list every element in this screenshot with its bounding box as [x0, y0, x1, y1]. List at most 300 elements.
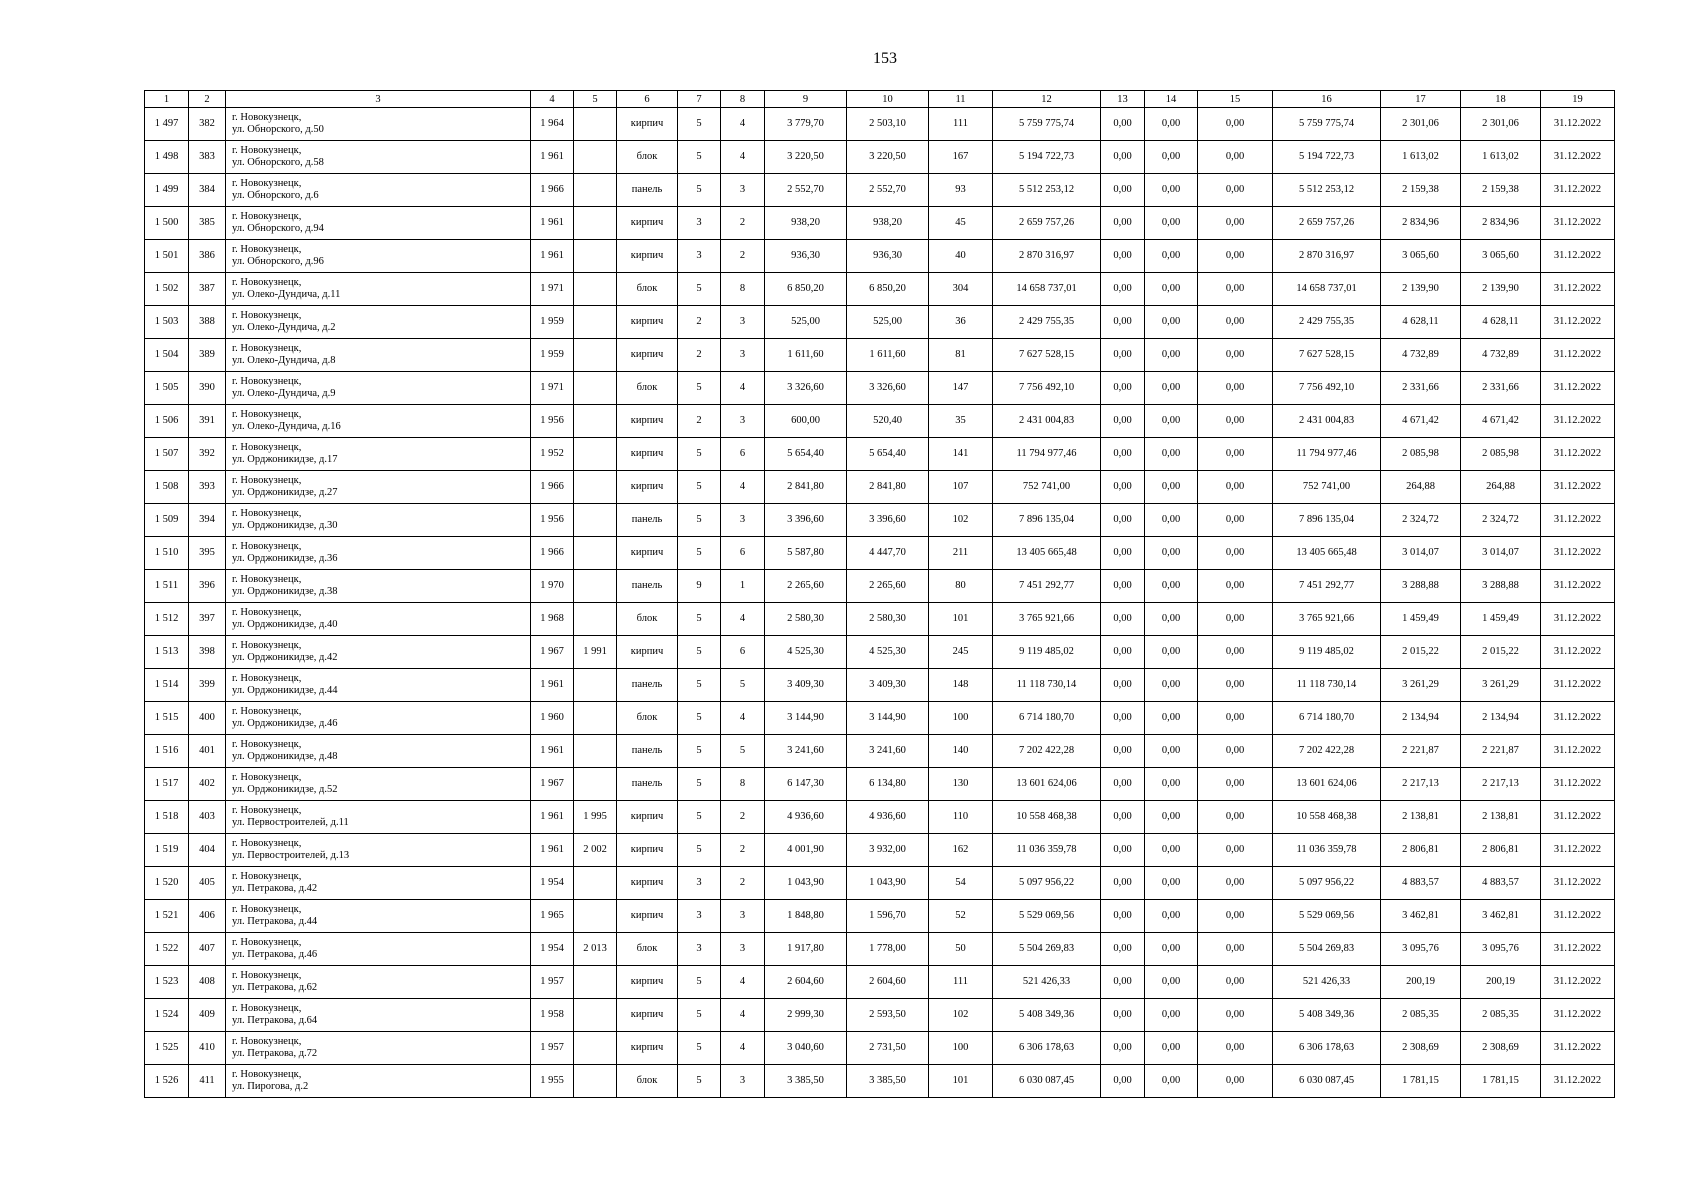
table-row [145, 471, 1615, 504]
table-body [145, 108, 1615, 1098]
cell-c6: кирпич [617, 405, 678, 438]
address-cell [226, 471, 531, 504]
cell-c8: 3 [721, 504, 765, 537]
cell-c14: 0,00 [1145, 933, 1198, 966]
address-cell [226, 603, 531, 636]
cell-c9: 3 241,60 [765, 735, 847, 768]
cell-c4: 1 968 [531, 603, 574, 636]
cell-c6: кирпич [617, 900, 678, 933]
cell-c10: 2 580,30 [847, 603, 929, 636]
cell-c18: 2 324,72 [1461, 504, 1541, 537]
cell-c7: 9 [678, 570, 721, 603]
cell-c4: 1 957 [531, 966, 574, 999]
cell-c4: 1 959 [531, 339, 574, 372]
cell-c10: 3 932,00 [847, 834, 929, 867]
cell-c10: 936,30 [847, 240, 929, 273]
cell-c18: 4 732,89 [1461, 339, 1541, 372]
cell-c16: 521 426,33 [1273, 966, 1381, 999]
cell-c4: 1 961 [531, 207, 574, 240]
cell-c19: 31.12.2022 [1541, 867, 1615, 900]
cell-c17: 3 065,60 [1381, 240, 1461, 273]
cell-c12: 6 030 087,45 [993, 1065, 1101, 1098]
cell-c5 [574, 735, 617, 768]
cell-c13: 0,00 [1101, 867, 1145, 900]
cell-c1: 1 515 [145, 702, 189, 735]
cell-c11: 45 [929, 207, 993, 240]
cell-c11: 141 [929, 438, 993, 471]
cell-c14: 0,00 [1145, 537, 1198, 570]
column-header-3: 3 [226, 91, 531, 108]
address-city: г. Новокузнецк, [232, 1036, 302, 1047]
cell-c7: 3 [678, 867, 721, 900]
address-city: г. Новокузнецк, [232, 871, 302, 882]
address-street: ул. Орджоникидзе, д.52 [232, 784, 338, 795]
cell-c1: 1 514 [145, 669, 189, 702]
cell-c17: 2 331,66 [1381, 372, 1461, 405]
cell-c16: 7 627 528,15 [1273, 339, 1381, 372]
cell-c4: 1 966 [531, 537, 574, 570]
cell-c11: 52 [929, 900, 993, 933]
cell-c1: 1 501 [145, 240, 189, 273]
cell-c2: 402 [189, 768, 226, 801]
address-street: ул. Орджоникидзе, д.36 [232, 553, 338, 564]
cell-c5 [574, 372, 617, 405]
cell-c18: 3 261,29 [1461, 669, 1541, 702]
cell-c13: 0,00 [1101, 273, 1145, 306]
cell-c16: 2 429 755,35 [1273, 306, 1381, 339]
cell-c17: 4 732,89 [1381, 339, 1461, 372]
cell-c2: 391 [189, 405, 226, 438]
cell-c16: 6 714 180,70 [1273, 702, 1381, 735]
cell-c13: 0,00 [1101, 405, 1145, 438]
cell-c17: 2 301,06 [1381, 108, 1461, 141]
cell-c9: 2 604,60 [765, 966, 847, 999]
cell-c6: блок [617, 273, 678, 306]
cell-c14: 0,00 [1145, 372, 1198, 405]
cell-c5 [574, 966, 617, 999]
cell-c4: 1 964 [531, 108, 574, 141]
cell-c8: 4 [721, 702, 765, 735]
cell-c1: 1 522 [145, 933, 189, 966]
column-header-13: 13 [1101, 91, 1145, 108]
cell-c9: 1 611,60 [765, 339, 847, 372]
cell-c17: 2 308,69 [1381, 1032, 1461, 1065]
cell-c10: 3 396,60 [847, 504, 929, 537]
cell-c5 [574, 900, 617, 933]
cell-c9: 938,20 [765, 207, 847, 240]
cell-c7: 5 [678, 438, 721, 471]
cell-c7: 5 [678, 735, 721, 768]
cell-c12: 6 714 180,70 [993, 702, 1101, 735]
cell-c8: 3 [721, 405, 765, 438]
cell-c19: 31.12.2022 [1541, 273, 1615, 306]
cell-c8: 4 [721, 999, 765, 1032]
cell-c12: 2 870 316,97 [993, 240, 1101, 273]
cell-c5 [574, 207, 617, 240]
cell-c9: 2 841,80 [765, 471, 847, 504]
cell-c13: 0,00 [1101, 372, 1145, 405]
cell-c6: кирпич [617, 834, 678, 867]
cell-c1: 1 516 [145, 735, 189, 768]
address-cell [226, 504, 531, 537]
cell-c1: 1 499 [145, 174, 189, 207]
cell-c6: кирпич [617, 999, 678, 1032]
address-city: г. Новокузнецк, [232, 541, 302, 552]
cell-c1: 1 517 [145, 768, 189, 801]
cell-c17: 2 015,22 [1381, 636, 1461, 669]
cell-c17: 2 834,96 [1381, 207, 1461, 240]
cell-c8: 5 [721, 735, 765, 768]
cell-c5 [574, 1065, 617, 1098]
cell-c19: 31.12.2022 [1541, 1032, 1615, 1065]
cell-c8: 3 [721, 306, 765, 339]
cell-c15: 0,00 [1198, 504, 1273, 537]
address-street: ул. Первостроителей, д.13 [232, 850, 350, 861]
cell-c7: 3 [678, 933, 721, 966]
cell-c10: 3 409,30 [847, 669, 929, 702]
address-city: г. Новокузнецк, [232, 475, 302, 486]
address-street: ул. Обнорского, д.96 [232, 256, 324, 267]
table-row [145, 834, 1615, 867]
address-street: ул. Обнорского, д.58 [232, 157, 324, 168]
cell-c16: 2 659 757,26 [1273, 207, 1381, 240]
column-header-7: 7 [678, 91, 721, 108]
cell-c8: 4 [721, 372, 765, 405]
cell-c17: 200,19 [1381, 966, 1461, 999]
address-city: г. Новокузнецк, [232, 244, 302, 255]
cell-c13: 0,00 [1101, 933, 1145, 966]
cell-c7: 5 [678, 603, 721, 636]
cell-c14: 0,00 [1145, 471, 1198, 504]
cell-c5: 1 991 [574, 636, 617, 669]
cell-c19: 31.12.2022 [1541, 438, 1615, 471]
address-cell [226, 570, 531, 603]
cell-c8: 5 [721, 669, 765, 702]
cell-c16: 7 756 492,10 [1273, 372, 1381, 405]
cell-c6: кирпич [617, 636, 678, 669]
address-cell [226, 240, 531, 273]
cell-c1: 1 502 [145, 273, 189, 306]
address-cell [226, 306, 531, 339]
cell-c16: 5 529 069,56 [1273, 900, 1381, 933]
cell-c10: 4 936,60 [847, 801, 929, 834]
cell-c16: 13 405 665,48 [1273, 537, 1381, 570]
cell-c15: 0,00 [1198, 405, 1273, 438]
address-city: г. Новокузнецк, [232, 178, 302, 189]
cell-c2: 408 [189, 966, 226, 999]
address-city: г. Новокузнецк, [232, 508, 302, 519]
cell-c18: 3 095,76 [1461, 933, 1541, 966]
cell-c15: 0,00 [1198, 141, 1273, 174]
cell-c15: 0,00 [1198, 900, 1273, 933]
cell-c9: 2 999,30 [765, 999, 847, 1032]
cell-c14: 0,00 [1145, 867, 1198, 900]
cell-c12: 2 431 004,83 [993, 405, 1101, 438]
cell-c16: 5 759 775,74 [1273, 108, 1381, 141]
address-city: г. Новокузнецк, [232, 937, 302, 948]
cell-c7: 3 [678, 207, 721, 240]
address-cell [226, 801, 531, 834]
cell-c2: 388 [189, 306, 226, 339]
column-header-5: 5 [574, 91, 617, 108]
cell-c14: 0,00 [1145, 108, 1198, 141]
cell-c9: 525,00 [765, 306, 847, 339]
cell-c12: 7 202 422,28 [993, 735, 1101, 768]
cell-c6: кирпич [617, 438, 678, 471]
cell-c1: 1 505 [145, 372, 189, 405]
cell-c7: 5 [678, 1032, 721, 1065]
cell-c13: 0,00 [1101, 537, 1145, 570]
table-row [145, 141, 1615, 174]
cell-c17: 2 324,72 [1381, 504, 1461, 537]
cell-c15: 0,00 [1198, 108, 1273, 141]
cell-c2: 392 [189, 438, 226, 471]
address-street: ул. Олеко-Дундича, д.2 [232, 322, 336, 333]
cell-c19: 31.12.2022 [1541, 108, 1615, 141]
cell-c15: 0,00 [1198, 306, 1273, 339]
cell-c10: 4 447,70 [847, 537, 929, 570]
cell-c2: 389 [189, 339, 226, 372]
cell-c8: 3 [721, 174, 765, 207]
address-street: ул. Петракова, д.46 [232, 949, 318, 960]
address-cell [226, 669, 531, 702]
cell-c10: 3 220,50 [847, 141, 929, 174]
cell-c11: 100 [929, 702, 993, 735]
cell-c16: 3 765 921,66 [1273, 603, 1381, 636]
cell-c17: 2 134,94 [1381, 702, 1461, 735]
column-header-17: 17 [1381, 91, 1461, 108]
cell-c7: 2 [678, 339, 721, 372]
cell-c16: 7 202 422,28 [1273, 735, 1381, 768]
cell-c6: панель [617, 669, 678, 702]
table-row [145, 702, 1615, 735]
cell-c11: 162 [929, 834, 993, 867]
table-row [145, 933, 1615, 966]
cell-c9: 1 043,90 [765, 867, 847, 900]
column-header-11: 11 [929, 91, 993, 108]
cell-c17: 3 095,76 [1381, 933, 1461, 966]
cell-c9: 1 848,80 [765, 900, 847, 933]
cell-c12: 11 794 977,46 [993, 438, 1101, 471]
cell-c10: 520,40 [847, 405, 929, 438]
cell-c8: 2 [721, 801, 765, 834]
address-street: ул. Олеко-Дундича, д.9 [232, 388, 336, 399]
cell-c10: 2 593,50 [847, 999, 929, 1032]
cell-c19: 31.12.2022 [1541, 933, 1615, 966]
table-row [145, 1065, 1615, 1098]
cell-c6: блок [617, 702, 678, 735]
address-city: г. Новокузнецк, [232, 376, 302, 387]
cell-c15: 0,00 [1198, 966, 1273, 999]
column-header-4: 4 [531, 91, 574, 108]
cell-c2: 384 [189, 174, 226, 207]
cell-c1: 1 503 [145, 306, 189, 339]
cell-c11: 102 [929, 504, 993, 537]
address-city: г. Новокузнецк, [232, 1003, 302, 1014]
cell-c16: 14 658 737,01 [1273, 273, 1381, 306]
cell-c12: 9 119 485,02 [993, 636, 1101, 669]
table-row [145, 735, 1615, 768]
cell-c7: 5 [678, 174, 721, 207]
cell-c9: 3 220,50 [765, 141, 847, 174]
cell-c7: 5 [678, 636, 721, 669]
cell-c12: 2 429 755,35 [993, 306, 1101, 339]
cell-c9: 2 265,60 [765, 570, 847, 603]
cell-c18: 1 459,49 [1461, 603, 1541, 636]
cell-c16: 11 036 359,78 [1273, 834, 1381, 867]
address-city: г. Новокузнецк, [232, 145, 302, 156]
cell-c2: 386 [189, 240, 226, 273]
cell-c11: 100 [929, 1032, 993, 1065]
cell-c15: 0,00 [1198, 603, 1273, 636]
cell-c7: 5 [678, 372, 721, 405]
column-header-15: 15 [1198, 91, 1273, 108]
cell-c13: 0,00 [1101, 669, 1145, 702]
cell-c11: 54 [929, 867, 993, 900]
cell-c19: 31.12.2022 [1541, 570, 1615, 603]
cell-c7: 5 [678, 471, 721, 504]
cell-c9: 5 587,80 [765, 537, 847, 570]
address-street: ул. Орджоникидзе, д.17 [232, 454, 338, 465]
cell-c5 [574, 405, 617, 438]
address-city: г. Новокузнецк, [232, 310, 302, 321]
cell-c11: 80 [929, 570, 993, 603]
cell-c13: 0,00 [1101, 900, 1145, 933]
address-cell [226, 273, 531, 306]
cell-c19: 31.12.2022 [1541, 636, 1615, 669]
address-street: ул. Орджоникидзе, д.38 [232, 586, 338, 597]
cell-c4: 1 966 [531, 471, 574, 504]
cell-c19: 31.12.2022 [1541, 1065, 1615, 1098]
table-row [145, 372, 1615, 405]
cell-c12: 6 306 178,63 [993, 1032, 1101, 1065]
cell-c8: 4 [721, 141, 765, 174]
cell-c12: 5 097 956,22 [993, 867, 1101, 900]
cell-c18: 3 065,60 [1461, 240, 1541, 273]
table-header-row [145, 91, 1615, 108]
address-cell [226, 768, 531, 801]
cell-c13: 0,00 [1101, 240, 1145, 273]
cell-c16: 11 118 730,14 [1273, 669, 1381, 702]
cell-c5 [574, 504, 617, 537]
cell-c15: 0,00 [1198, 471, 1273, 504]
cell-c2: 401 [189, 735, 226, 768]
column-header-18: 18 [1461, 91, 1541, 108]
cell-c8: 4 [721, 603, 765, 636]
cell-c12: 14 658 737,01 [993, 273, 1101, 306]
address-city: г. Новокузнецк, [232, 805, 302, 816]
address-cell [226, 1032, 531, 1065]
cell-c8: 3 [721, 1065, 765, 1098]
cell-c19: 31.12.2022 [1541, 405, 1615, 438]
cell-c17: 2 085,98 [1381, 438, 1461, 471]
cell-c10: 1 043,90 [847, 867, 929, 900]
cell-c14: 0,00 [1145, 900, 1198, 933]
cell-c1: 1 521 [145, 900, 189, 933]
cell-c9: 3 326,60 [765, 372, 847, 405]
cell-c2: 409 [189, 999, 226, 1032]
cell-c1: 1 519 [145, 834, 189, 867]
cell-c7: 5 [678, 1065, 721, 1098]
address-cell [226, 1065, 531, 1098]
cell-c18: 2 138,81 [1461, 801, 1541, 834]
address-cell [226, 108, 531, 141]
cell-c5 [574, 240, 617, 273]
cell-c2: 383 [189, 141, 226, 174]
cell-c12: 5 529 069,56 [993, 900, 1101, 933]
cell-c13: 0,00 [1101, 1032, 1145, 1065]
cell-c12: 10 558 468,38 [993, 801, 1101, 834]
cell-c11: 245 [929, 636, 993, 669]
cell-c18: 2 085,35 [1461, 999, 1541, 1032]
cell-c12: 7 627 528,15 [993, 339, 1101, 372]
cell-c12: 7 756 492,10 [993, 372, 1101, 405]
cell-c18: 2 331,66 [1461, 372, 1541, 405]
cell-c13: 0,00 [1101, 108, 1145, 141]
cell-c4: 1 961 [531, 834, 574, 867]
cell-c19: 31.12.2022 [1541, 306, 1615, 339]
cell-c11: 101 [929, 1065, 993, 1098]
cell-c13: 0,00 [1101, 603, 1145, 636]
cell-c13: 0,00 [1101, 504, 1145, 537]
cell-c8: 8 [721, 768, 765, 801]
address-cell [226, 141, 531, 174]
cell-c12: 752 741,00 [993, 471, 1101, 504]
cell-c1: 1 513 [145, 636, 189, 669]
address-city: г. Новокузнецк, [232, 211, 302, 222]
cell-c18: 2 139,90 [1461, 273, 1541, 306]
table-row [145, 1032, 1615, 1065]
cell-c16: 2 870 316,97 [1273, 240, 1381, 273]
cell-c8: 3 [721, 933, 765, 966]
address-cell [226, 735, 531, 768]
cell-c7: 2 [678, 306, 721, 339]
cell-c2: 399 [189, 669, 226, 702]
cell-c13: 0,00 [1101, 636, 1145, 669]
cell-c18: 4 883,57 [1461, 867, 1541, 900]
cell-c2: 393 [189, 471, 226, 504]
cell-c15: 0,00 [1198, 438, 1273, 471]
cell-c6: кирпич [617, 1032, 678, 1065]
address-street: ул. Олеко-Дундича, д.8 [232, 355, 336, 366]
address-cell [226, 207, 531, 240]
cell-c4: 1 961 [531, 669, 574, 702]
cell-c12: 3 765 921,66 [993, 603, 1101, 636]
address-street: ул. Орджоникидзе, д.42 [232, 652, 338, 663]
cell-c8: 4 [721, 966, 765, 999]
cell-c11: 102 [929, 999, 993, 1032]
cell-c15: 0,00 [1198, 372, 1273, 405]
cell-c9: 936,30 [765, 240, 847, 273]
cell-c18: 1 613,02 [1461, 141, 1541, 174]
cell-c12: 13 405 665,48 [993, 537, 1101, 570]
cell-c14: 0,00 [1145, 603, 1198, 636]
address-cell [226, 438, 531, 471]
cell-c4: 1 952 [531, 438, 574, 471]
cell-c14: 0,00 [1145, 636, 1198, 669]
cell-c9: 4 525,30 [765, 636, 847, 669]
table-row [145, 867, 1615, 900]
cell-c6: кирпич [617, 801, 678, 834]
cell-c2: 390 [189, 372, 226, 405]
cell-c19: 31.12.2022 [1541, 603, 1615, 636]
cell-c17: 2 138,81 [1381, 801, 1461, 834]
cell-c5 [574, 537, 617, 570]
cell-c16: 5 194 722,73 [1273, 141, 1381, 174]
address-cell [226, 867, 531, 900]
cell-c7: 5 [678, 768, 721, 801]
cell-c6: кирпич [617, 966, 678, 999]
